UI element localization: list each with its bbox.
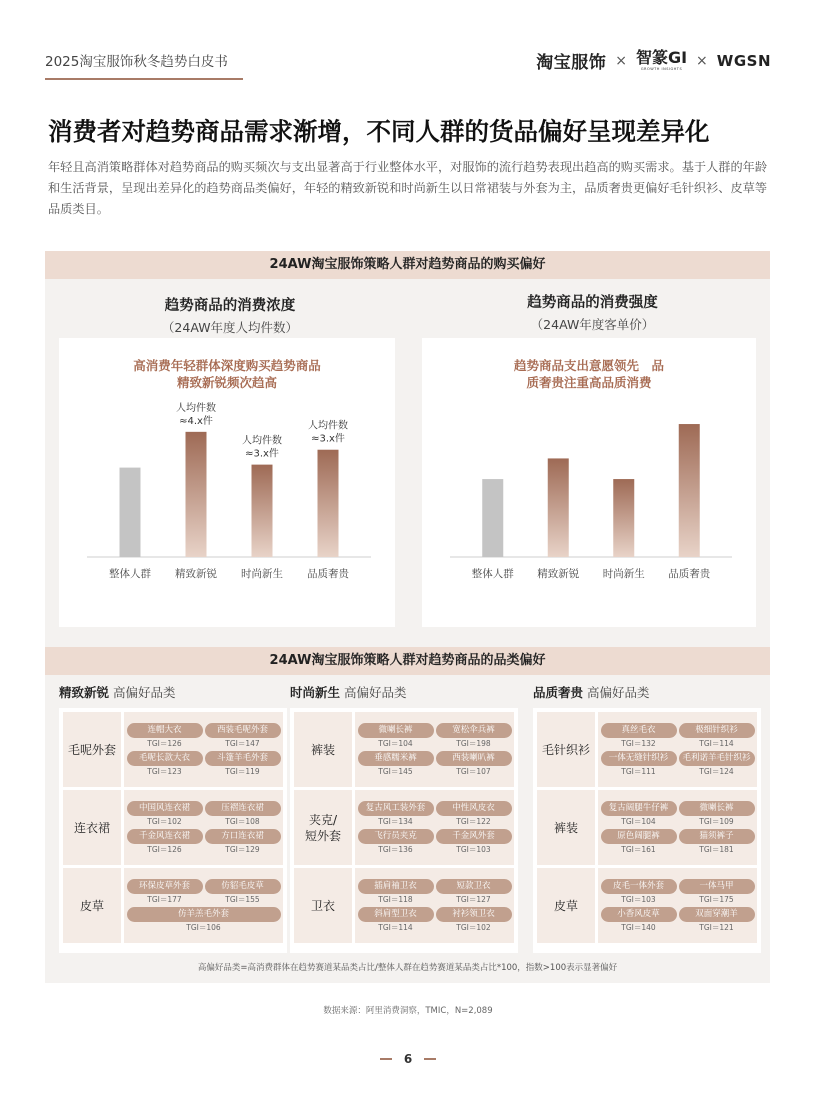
- tgi-value: TGI＝134: [378, 816, 413, 826]
- category-item: [436, 751, 512, 777]
- category-item: [601, 907, 677, 933]
- wgsn-logo: WGSN: [716, 51, 771, 70]
- category-row: [294, 712, 514, 787]
- item-pill: 皮毛一体外套: [601, 879, 677, 894]
- persona-suffix: 高偏好品类: [587, 685, 650, 700]
- item-pill: 西装毛呢外套: [205, 723, 281, 738]
- data-source: 数据来源：阿里消费洞察，TMIC，N=2,089: [323, 1006, 493, 1016]
- page-number: [0, 1052, 816, 1066]
- item-pill: 斗篷羊毛外套: [205, 751, 281, 766]
- bar-annotation: 人均件数: [242, 435, 282, 447]
- tgi-value: TGI＝109: [699, 816, 734, 826]
- bar-3: [252, 465, 273, 557]
- tgi-value: TGI＝122: [456, 816, 491, 826]
- category-item: [436, 829, 512, 855]
- x-tick-label: 时尚新生: [241, 568, 283, 580]
- zhizhuan-gi-wordmark: 智篆GI: [635, 48, 688, 67]
- tgi-value: TGI＝104: [378, 738, 413, 748]
- category-item: [127, 829, 203, 855]
- tgi-value: TGI＝107: [456, 766, 491, 776]
- item-pill: 毛利诺羊毛针织衫: [679, 751, 755, 766]
- item-pill: 毛呢长款大衣: [127, 751, 203, 766]
- category-item: [436, 879, 512, 905]
- tgi-value: TGI＝161: [621, 844, 656, 854]
- category-row: [63, 868, 283, 943]
- section-title-category-preference: 24AW淘宝服饰策略人群对趋势商品的品类偏好: [45, 647, 770, 675]
- item-pill: 复古阔腿牛仔裤: [601, 801, 677, 816]
- persona-suffix: 高偏好品类: [113, 685, 176, 700]
- category-items: [124, 790, 283, 865]
- category-row: [537, 790, 757, 865]
- zhizhuan-gi-logo: [636, 50, 687, 71]
- category-item: [601, 801, 677, 827]
- category-row: [63, 712, 283, 787]
- item-pill: 双面穿潮羊: [679, 907, 755, 922]
- intro-paragraph: 年轻且高消策略群体对趋势商品的购买频次与支出显著高于行业整体水平，对服饰的流行趋势表现出趋高的购买需求。基于人群的年龄和生活背景，呈现出差异化的趋势商品类偏好，年轻的精致新锐和时尚新生以日常裙装与外套为主，品质奢贵更偏好毛针织衫、皮草等品质类目。: [48, 160, 768, 216]
- bar-2: [548, 458, 569, 557]
- x-tick-label: 时尚新生: [602, 568, 645, 580]
- persona-name: 精致新锐: [59, 685, 110, 700]
- category-items: [355, 868, 514, 943]
- item-pill: 衬衫领卫衣: [436, 907, 512, 922]
- category-item: [679, 879, 755, 905]
- x-tick-label: 整体人群: [471, 568, 514, 580]
- chart-caption-line: 高消费年轻群体深度购买趋势商品: [133, 358, 321, 373]
- category-group-jingzhi-xinrui: [59, 683, 268, 932]
- category-item: [358, 879, 434, 905]
- category-row: [294, 868, 514, 943]
- category-label: 连衣裙: [63, 790, 121, 865]
- category-label: 皮草: [537, 868, 595, 943]
- category-group-title: [290, 683, 407, 701]
- category-items: [124, 868, 283, 943]
- category-items: [598, 868, 757, 943]
- tgi-value: TGI＝104: [621, 816, 656, 826]
- persona-suffix: 高偏好品类: [344, 685, 407, 700]
- chart-subtitle: （24AW年度客单价）: [530, 317, 655, 332]
- category-label: 毛针织衫: [537, 712, 595, 787]
- tgi-value: TGI＝118: [378, 894, 413, 904]
- tgi-value: TGI＝123: [147, 766, 182, 776]
- item-pill: 极细针织衫: [679, 723, 755, 738]
- tgi-value: TGI＝111: [621, 766, 656, 776]
- category-item: [601, 723, 677, 749]
- bar-annotation: 人均件数: [176, 402, 216, 414]
- category-item: [205, 723, 281, 749]
- tgi-value: TGI＝136: [378, 844, 413, 854]
- tgi-value: TGI＝127: [456, 894, 491, 904]
- item-pill: 宽松伞兵裤: [436, 723, 512, 738]
- persona-name: 品质奢贵: [533, 685, 584, 700]
- brand-logos: [536, 48, 771, 73]
- category-group-shishang-xinsheng: [290, 683, 495, 932]
- category-item: [679, 801, 755, 827]
- item-pill: 斜肩型卫衣: [358, 907, 434, 922]
- item-pill: 微喇长裤: [679, 801, 755, 816]
- category-group-title: [533, 683, 650, 701]
- page-number-dash: [380, 1058, 392, 1060]
- section-title-purchase-preference: 24AW淘宝服饰策略人群对趋势商品的购买偏好: [45, 251, 770, 279]
- bar-chart-svg: [59, 338, 395, 627]
- item-pill: 仿貂毛皮草: [205, 879, 281, 894]
- chart-heading-consumption-intensity: [415, 291, 770, 333]
- category-item: [679, 751, 755, 777]
- zhizhuan-gi-tagline: GROWTH INSIGHTS: [640, 67, 683, 71]
- tgi-value: TGI＝103: [621, 894, 656, 904]
- category-item: [358, 801, 434, 827]
- item-pill: 垂感糯米裤: [358, 751, 434, 766]
- item-pill: 短款卫衣: [436, 879, 512, 894]
- tgi-value: TGI＝106: [186, 922, 221, 932]
- tgi-value: TGI＝177: [147, 894, 182, 904]
- chart-caption-line: 精致新锐频次趋高: [176, 375, 277, 390]
- bar-1: [120, 468, 141, 557]
- brand-separator: ×: [615, 52, 627, 69]
- category-item: [679, 829, 755, 855]
- category-label: 毛呢外套: [63, 712, 121, 787]
- tgi-value: TGI＝145: [378, 766, 413, 776]
- report-title: 2025淘宝服饰秋冬趋势白皮书: [45, 54, 228, 70]
- chart-heading-consumption-density: [45, 294, 415, 336]
- tgi-value: TGI＝126: [147, 844, 182, 854]
- category-items: [355, 712, 514, 787]
- bar-4: [318, 450, 339, 557]
- item-pill: 微喇长裤: [358, 723, 434, 738]
- category-table: [533, 708, 761, 953]
- item-pill: 一体马甲: [679, 879, 755, 894]
- category-item: [127, 879, 203, 905]
- page-number-value: 6: [403, 1052, 413, 1066]
- item-pill: 西装喇叭裤: [436, 751, 512, 766]
- category-item: [358, 907, 434, 933]
- item-pill: 飞行员夹克: [358, 829, 434, 844]
- tgi-value: TGI＝114: [699, 738, 734, 748]
- bar-annotation: ≈3.x件: [245, 448, 279, 460]
- category-item: [436, 723, 512, 749]
- tgi-value: TGI＝102: [456, 922, 491, 932]
- item-pill: 真丝毛衣: [601, 723, 677, 738]
- category-row: [537, 712, 757, 787]
- chart-caption-line: 质奢贵注重高品质消费: [526, 375, 652, 390]
- category-item: [358, 751, 434, 777]
- category-items: [355, 790, 514, 865]
- category-item: [205, 751, 281, 777]
- category-group-pinzhi-shegui: [533, 683, 751, 932]
- tgi-value: TGI＝103: [456, 844, 491, 854]
- category-label: 夹克/ 短外套: [294, 790, 352, 865]
- persona-name: 时尚新生: [290, 685, 341, 700]
- tgi-value: TGI＝126: [147, 738, 182, 748]
- category-item: [436, 907, 512, 933]
- category-item: [127, 907, 281, 933]
- item-pill: 环保皮草外套: [127, 879, 203, 894]
- tgi-value: TGI＝119: [225, 766, 260, 776]
- category-item: [601, 829, 677, 855]
- tgi-value: TGI＝198: [456, 738, 491, 748]
- page-number-dash: [424, 1058, 436, 1060]
- item-pill: 小香风皮草: [601, 907, 677, 922]
- category-item: [436, 801, 512, 827]
- bar-annotation: 人均件数: [308, 420, 348, 432]
- bar-chart-svg: [422, 338, 756, 627]
- x-tick-label: 品质奢贵: [668, 568, 711, 580]
- chart-caption-line: 趋势商品支出意愿领先 品: [513, 358, 664, 373]
- tgi-value: TGI＝155: [225, 894, 260, 904]
- category-group-title: [59, 683, 176, 701]
- tgi-value: TGI＝124: [699, 766, 734, 776]
- category-item: [205, 829, 281, 855]
- chart-title: 趋势商品的消费强度: [527, 295, 658, 311]
- bar-annotation: ≈3.x件: [311, 433, 345, 445]
- bar-4: [679, 424, 700, 557]
- chart-consumption-intensity: [422, 338, 756, 627]
- category-items: [598, 790, 757, 865]
- item-pill: 方口连衣裙: [205, 829, 281, 844]
- tgi-value: TGI＝102: [147, 816, 182, 826]
- category-items: [598, 712, 757, 787]
- category-label: 裤装: [294, 712, 352, 787]
- category-row: [537, 868, 757, 943]
- page-title: 消费者对趋势商品需求渐增，不同人群的货品偏好呈现差异化: [48, 117, 710, 146]
- category-items: [124, 712, 283, 787]
- header-accent-rule: [45, 78, 243, 80]
- chart-consumption-density: [59, 338, 395, 627]
- bar-2: [186, 432, 207, 557]
- category-item: [127, 723, 203, 749]
- bar-1: [482, 479, 503, 557]
- x-tick-label: 品质奢贵: [307, 568, 349, 580]
- tgi-value: TGI＝129: [225, 844, 260, 854]
- tgi-value: TGI＝108: [225, 816, 260, 826]
- tgi-value: TGI＝181: [699, 844, 734, 854]
- category-item: [358, 829, 434, 855]
- tgi-value: TGI＝121: [699, 922, 734, 932]
- item-pill: 中国风连衣裙: [127, 801, 203, 816]
- bar-annotation: ≈4.x件: [179, 415, 213, 427]
- category-label: 裤装: [537, 790, 595, 865]
- insight-panel: [45, 251, 770, 983]
- item-pill: 仿羊羔毛外套: [127, 907, 281, 922]
- tgi-value: TGI＝175: [699, 894, 734, 904]
- category-item: [127, 801, 203, 827]
- category-item: [205, 801, 281, 827]
- category-row: [294, 790, 514, 865]
- chart-title: 趋势商品的消费浓度: [164, 298, 296, 314]
- page-header: [45, 44, 771, 84]
- category-item: [679, 907, 755, 933]
- chart-subtitle: （24AW年度人均件数）: [161, 320, 299, 335]
- category-row: [63, 790, 283, 865]
- tgi-value: TGI＝147: [225, 738, 260, 748]
- item-pill: 复古风工装外套: [358, 801, 434, 816]
- tgi-value: TGI＝140: [621, 922, 656, 932]
- item-pill: 原色阔腿裤: [601, 829, 677, 844]
- x-tick-label: 整体人群: [109, 568, 151, 580]
- x-tick-label: 精致新锐: [175, 568, 217, 580]
- category-label: 皮草: [63, 868, 121, 943]
- item-pill: 猫须裤子: [679, 829, 755, 844]
- item-pill: 一体无缝针织衫: [601, 751, 677, 766]
- category-item: [679, 723, 755, 749]
- item-pill: 中性风皮衣: [436, 801, 512, 816]
- category-table: [290, 708, 518, 953]
- category-label: 卫衣: [294, 868, 352, 943]
- tgi-value: TGI＝114: [378, 922, 413, 932]
- category-item: [358, 723, 434, 749]
- tgi-footnote: 高偏好品类=高消费群体在趋势赛道某品类占比/整体人群在趋势赛道某品类占比*100，指数>100表示显著偏好: [197, 963, 618, 973]
- item-pill: 千金风外套: [436, 829, 512, 844]
- category-item: [601, 751, 677, 777]
- item-pill: 连帽大衣: [127, 723, 203, 738]
- brand-separator: ×: [696, 52, 708, 69]
- item-pill: 插肩袖卫衣: [358, 879, 434, 894]
- category-table: [59, 708, 287, 953]
- item-pill: 压褶连衣裙: [205, 801, 281, 816]
- category-item: [127, 751, 203, 777]
- taobao-fushi-logo: 淘宝服饰: [536, 53, 607, 73]
- category-item: [601, 879, 677, 905]
- item-pill: 千金风连衣裙: [127, 829, 203, 844]
- tgi-value: TGI＝132: [621, 738, 656, 748]
- bar-3: [613, 479, 634, 557]
- category-item: [205, 879, 281, 905]
- x-tick-label: 精致新锐: [537, 568, 580, 580]
